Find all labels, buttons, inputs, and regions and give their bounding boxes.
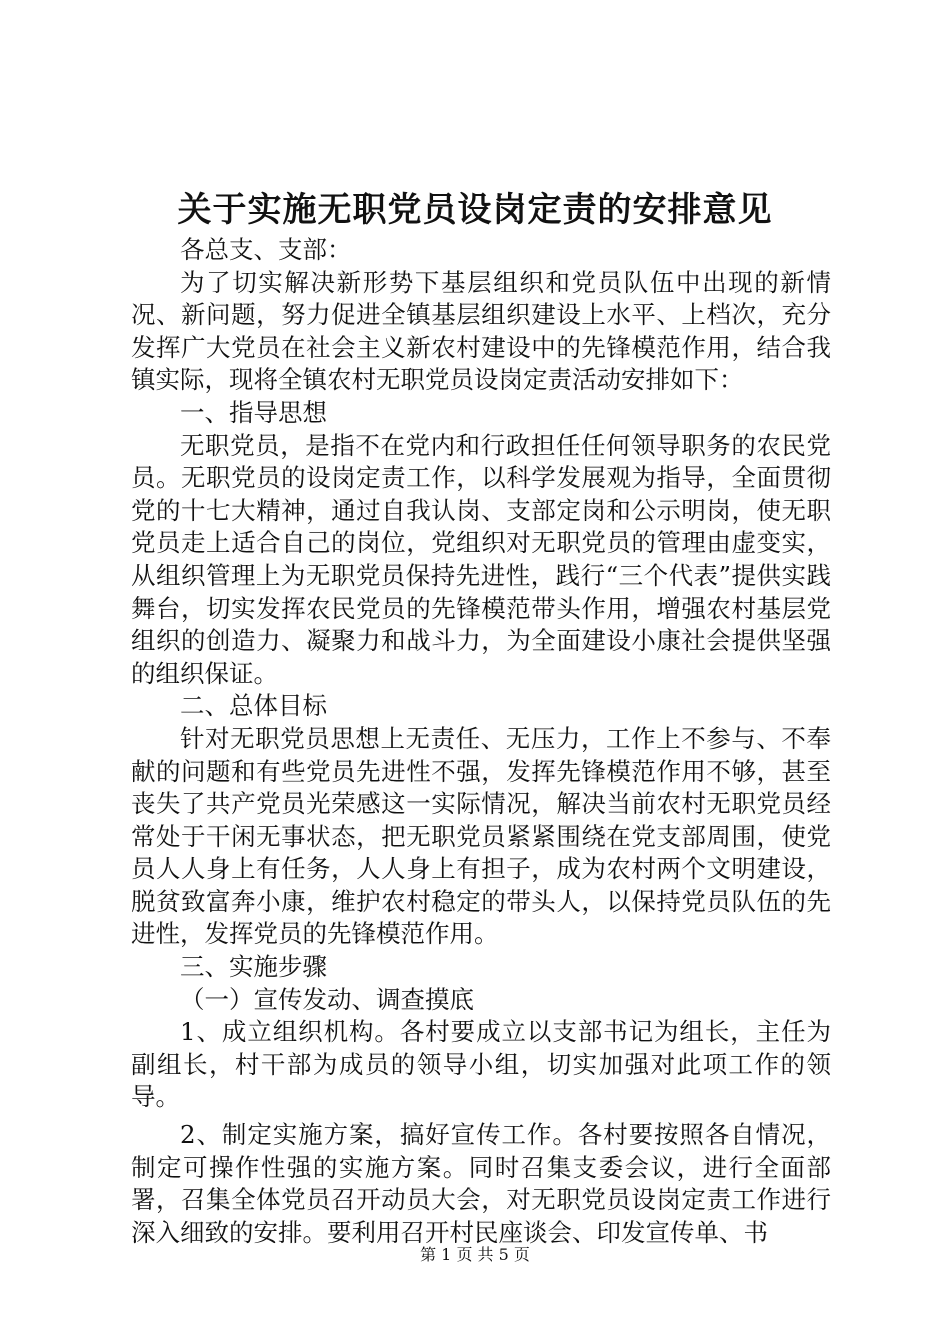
- step-2-paragraph: 2、制定实施方案，搞好宣传工作。各村要按照各自情况，制定可操作性强的实施方案。同时召集支委会议，进行全面部署，召集全体党员召开动员大会，对无职党员设岗定责工作进行深入细致的安排。要利用召开村民座谈会、印发宣传单、书: [131, 1120, 831, 1247]
- section-heading-implementation-steps: 三、实施步骤: [180, 952, 327, 982]
- section-heading-guiding-ideology: 一、指导思想: [180, 397, 327, 427]
- overall-goal-paragraph: 针对无职党员思想上无责任、无压力，工作上不参与、不奉献的问题和有些党员先进性不强，发挥先锋模范作用不够，甚至丧失了共产党员光荣感这一实际情况，解决当前农村无职党员经常处于干闲无事状态，把无职党员紧紧围绕在党支部周围，使党员人人身上有任务，人人身上有担子，成为农村两个文明建设，脱贫致富奔小康，维护农村稳定的带头人，以保持党员队伍的先进性，发挥党员的先锋模范作用。: [131, 723, 831, 949]
- page-number: 第 1 页 共 5 页: [420, 1245, 530, 1264]
- salutation: 各总支、支部：: [180, 235, 352, 264]
- intro-paragraph: 为了切实解决新形势下基层组织和党员队伍中出现的新情况、新问题，努力促进全镇基层组织建设上水平、上档次，充分发挥广大党员在社会主义新农村建设中的先锋模范作用，结合我镇实际，现将全镇农村无职党员设岗定责活动安排如下：: [131, 267, 831, 395]
- step-1-paragraph: 1、成立组织机构。各村要成立以支部书记为组长，主任为副组长，村干部为成员的领导小组，切实加强对此项工作的领导。: [131, 1017, 831, 1112]
- section-heading-overall-goal: 二、总体目标: [180, 691, 327, 721]
- document-body: [131, 234, 831, 1249]
- guiding-ideology-paragraph: 无职党员，是指不在党内和行政担任任何领导职务的农民党员。无职党员的设岗定责工作，以科学发展观为指导，全面贯彻党的十七大精神，通过自我认岗、支部定岗和公示明岗，使无职党员走上适合自己的岗位，党组织对无职党员的管理由虚变实，从组织管理上为无职党员保持先进性，践行“三个代表”提供实践舞台，切实发挥农民党员的先锋模范带头作用，增强农村基层党组织的创造力、凝聚力和战斗力，为全面建设小康社会提供坚强的组织保证。: [131, 430, 831, 688]
- subsection-heading-publicity: （一）宣传发动、调查摸底: [180, 984, 474, 1014]
- document-title: 关于实施无职党员设岗定责的安排意见: [177, 190, 773, 230]
